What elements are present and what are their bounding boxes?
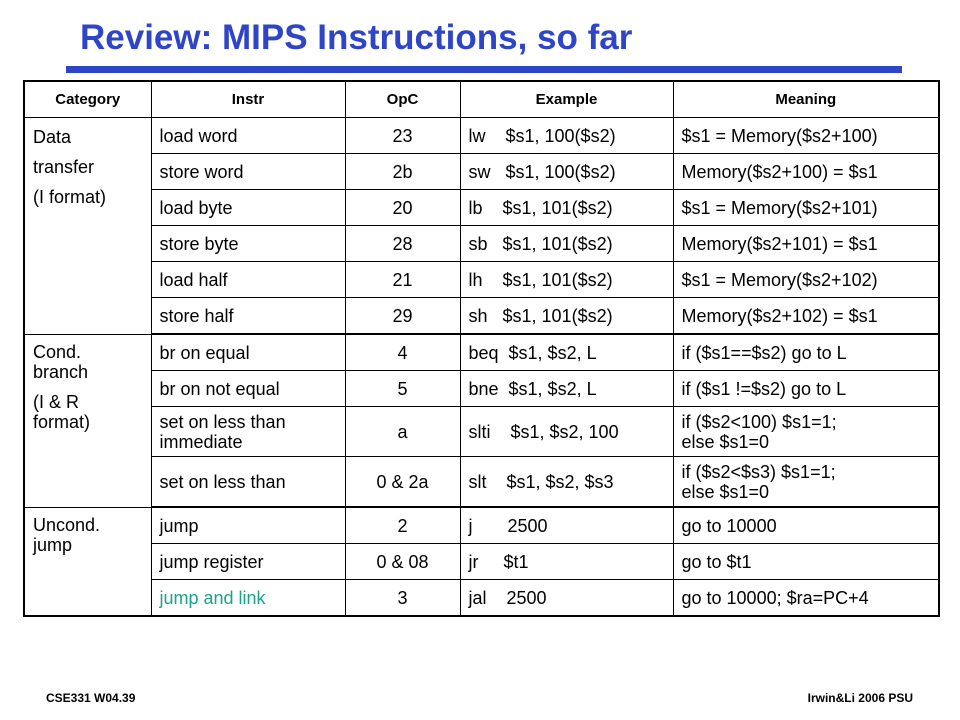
example-cell: slt $s1, $s2, $s3: [460, 457, 673, 508]
table-row: [24, 154, 939, 190]
example-cell: j 2500: [460, 507, 673, 544]
table-row: [24, 190, 939, 226]
table-row: [24, 226, 939, 262]
meaning-cell: $s1 = Memory($s2+101): [673, 190, 939, 226]
meaning-cell: go to 10000; $ra=PC+4: [673, 580, 939, 617]
category-line: Uncond.: [33, 514, 101, 535]
category-cell-data-transfer: [24, 118, 151, 335]
title-underline: [66, 66, 902, 73]
instr-cell: br on not equal: [151, 371, 345, 407]
example-cell: beq $s1, $s2, L: [460, 334, 673, 371]
category-cell-cond-branch: [24, 334, 151, 507]
instr-cell: set on less than immediate: [151, 407, 345, 457]
opc-cell: 2: [345, 507, 460, 544]
example-cell: lw $s1, 100($s2): [460, 118, 673, 154]
category-line: (I format): [33, 187, 107, 207]
instr-cell: load half: [151, 262, 345, 298]
table-row: [24, 544, 939, 580]
instruction-table: [23, 80, 940, 617]
table-row: [24, 371, 939, 407]
header-category: Category: [24, 81, 151, 118]
meaning-cell: Memory($s2+101) = $s1: [673, 226, 939, 262]
table-row: [24, 334, 939, 371]
meaning-cell: if ($s1==$s2) go to L: [673, 334, 939, 371]
header-opc: OpC: [345, 81, 460, 118]
meaning-cell: go to $t1: [673, 544, 939, 580]
table-row: [24, 262, 939, 298]
meaning-cell: if ($s1 !=$s2) go to L: [673, 371, 939, 407]
opc-cell: 21: [345, 262, 460, 298]
opc-cell: 23: [345, 118, 460, 154]
category-line: Cond.: [33, 341, 82, 362]
opc-cell: a: [345, 407, 460, 457]
instr-cell: set on less than: [151, 457, 345, 508]
opc-cell: 0 & 2a: [345, 457, 460, 508]
category-line: branch: [33, 361, 89, 382]
example-cell: sb $s1, 101($s2): [460, 226, 673, 262]
category-line: (I & R: [33, 391, 80, 412]
example-cell: slti $s1, $s2, 100: [460, 407, 673, 457]
opc-cell: 20: [345, 190, 460, 226]
opc-cell: 29: [345, 298, 460, 335]
table-row: [24, 298, 939, 335]
instr-cell: load byte: [151, 190, 345, 226]
meaning-cell: $s1 = Memory($s2+100): [673, 118, 939, 154]
footer-course-label: CSE331 W04.39: [46, 691, 136, 705]
instr-cell: jump register: [151, 544, 345, 580]
instr-cell: jump: [151, 507, 345, 544]
example-cell: lb $s1, 101($s2): [460, 190, 673, 226]
example-cell: jal 2500: [460, 580, 673, 617]
example-cell: sw $s1, 100($s2): [460, 154, 673, 190]
instr-cell: load word: [151, 118, 345, 154]
meaning-cell: Memory($s2+102) = $s1: [673, 298, 939, 335]
opc-cell: 2b: [345, 154, 460, 190]
category-line: Data: [33, 127, 72, 147]
footer-credit: Irwin&Li 2006 PSU: [807, 691, 913, 705]
table-row: [24, 507, 939, 544]
table-row: [24, 118, 939, 154]
opc-cell: 0 & 08: [345, 544, 460, 580]
header-instr: Instr: [151, 81, 345, 118]
example-cell: jr $t1: [460, 544, 673, 580]
header-meaning: Meaning: [673, 81, 939, 118]
instr-cell: br on equal: [151, 334, 345, 371]
meaning-cell: if ($s2<100) $s1=1; else $s1=0: [673, 407, 939, 457]
header-example: Example: [460, 81, 673, 118]
slide-title: Review: MIPS Instructions, so far: [80, 18, 633, 57]
meaning-cell: Memory($s2+100) = $s1: [673, 154, 939, 190]
instr-cell: store word: [151, 154, 345, 190]
example-cell: bne $s1, $s2, L: [460, 371, 673, 407]
table-row: [24, 580, 939, 617]
category-line: transfer: [33, 157, 95, 177]
meaning-cell: go to 10000: [673, 507, 939, 544]
instr-cell: store half: [151, 298, 345, 335]
header-row: [24, 81, 939, 118]
example-cell: sh $s1, 101($s2): [460, 298, 673, 335]
category-line: jump: [33, 534, 73, 555]
table-row: [24, 407, 939, 457]
opc-cell: 28: [345, 226, 460, 262]
instr-cell: store byte: [151, 226, 345, 262]
category-line: format): [33, 411, 91, 432]
meaning-cell: if ($s2<$s3) $s1=1; else $s1=0: [673, 457, 939, 508]
example-cell: lh $s1, 101($s2): [460, 262, 673, 298]
category-cell-uncond-jump: [24, 507, 151, 616]
instr-cell-highlighted: jump and link: [151, 580, 345, 617]
opc-cell: 5: [345, 371, 460, 407]
table-row: [24, 457, 939, 508]
meaning-cell: $s1 = Memory($s2+102): [673, 262, 939, 298]
opc-cell: 4: [345, 334, 460, 371]
opc-cell: 3: [345, 580, 460, 617]
